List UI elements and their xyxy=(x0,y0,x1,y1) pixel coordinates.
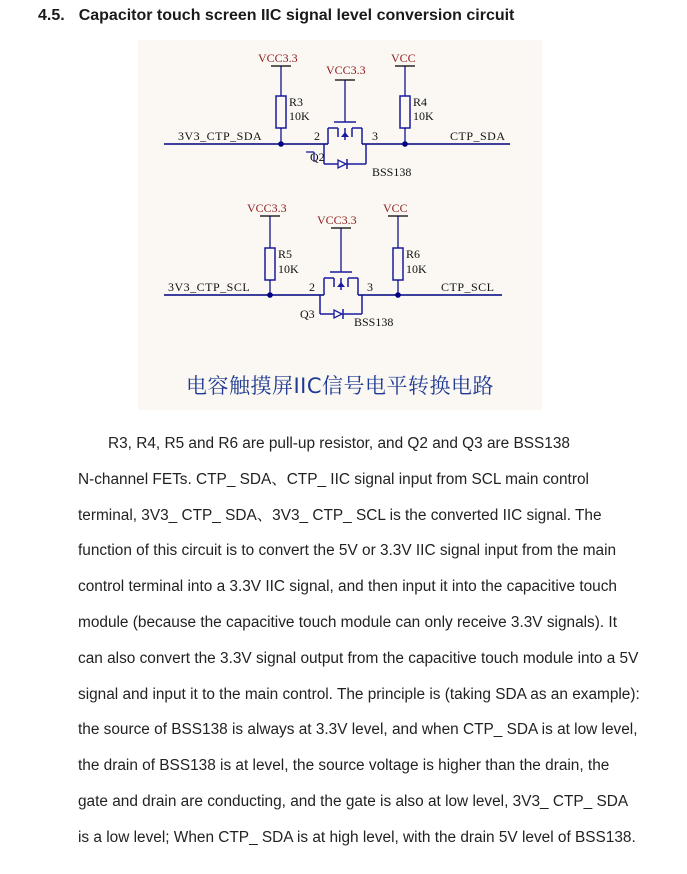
circuit-scl xyxy=(164,201,502,329)
junction-r5 xyxy=(267,292,273,298)
body-paragraph xyxy=(78,426,668,856)
r3-ref: R3 xyxy=(289,95,304,109)
q3-part: BSS138 xyxy=(354,315,394,329)
paragraph-line: N-channel FETs. CTP_ SDA、CTP_ IIC signal input from SCL main control xyxy=(78,470,589,488)
section-number: 4.5. xyxy=(38,7,65,24)
r6-value: 10K xyxy=(406,262,427,276)
junction-r3 xyxy=(278,141,284,147)
r4-value: 10K xyxy=(413,109,434,123)
paragraph-line: R3, R4, R5 and R6 are pull-up resistor, and Q2 and Q3 are BSS138 xyxy=(108,435,570,452)
mosfet-q3 xyxy=(320,272,362,319)
paragraph-line: terminal, 3V3_ CTP_ SDA、3V3_ CTP_ SCL is the converted IIC signal. The xyxy=(78,506,602,524)
resistor-r4 xyxy=(400,96,410,128)
power-label-gate-q2: VCC3.3 xyxy=(326,63,366,77)
q2-part: BSS138 xyxy=(372,165,412,179)
schematic-figure xyxy=(138,40,542,410)
q2-pin-drain: 3 xyxy=(372,129,378,143)
level-shifter-schematic xyxy=(138,40,542,370)
r4-ref: R4 xyxy=(413,95,428,109)
paragraph-line: can also convert the 3.3V signal output from the capacitive touch module into a 5V xyxy=(78,649,639,667)
paragraph-line: gate and drain are conducting, and the gate is also at low level, 3V3_ CTP_ SDA xyxy=(78,792,629,810)
junction-r6 xyxy=(395,292,401,298)
q2-pin-source: 2 xyxy=(314,129,320,143)
resistor-r6 xyxy=(393,248,403,280)
power-label-gate-q3: VCC3.3 xyxy=(317,213,357,227)
paragraph-line: function of this circuit is to convert the 5V or 3.3V IIC signal input from the main xyxy=(78,542,617,560)
q3-ref: Q3 xyxy=(300,307,315,321)
r5-value: 10K xyxy=(278,262,299,276)
paragraph-line: the source of BSS138 is always at 3.3V level, and when CTP_ SDA is at low level, xyxy=(78,721,638,739)
paragraph-line: module (because the capacitive touch module can only receive 3.3V signals). It xyxy=(78,613,617,631)
net-label-ctp-scl: CTP_SCL xyxy=(441,280,495,294)
figure-caption: 电容触摸屏IIC信号电平转换电路 xyxy=(185,374,495,398)
q2-ref: Q2 xyxy=(310,150,325,164)
r3-value: 10K xyxy=(289,109,310,123)
circuit-sda xyxy=(164,51,510,179)
r6-ref: R6 xyxy=(406,247,421,261)
power-label-r5: VCC3.3 xyxy=(247,201,287,215)
r5-ref: R5 xyxy=(278,247,293,261)
section-title: Capacitor touch screen IIC signal level conversion circuit xyxy=(78,7,515,24)
net-label-3v3-ctp-scl: 3V3_CTP_SCL xyxy=(168,280,251,294)
q3-pin-source: 2 xyxy=(309,280,315,294)
section-heading xyxy=(38,7,514,25)
power-label-r3: VCC3.3 xyxy=(258,51,298,65)
paragraph-line: is a low level; When CTP_ SDA is at high level, with the drain 5V level of BSS138. xyxy=(78,828,636,846)
power-label-r4: VCC xyxy=(391,51,416,65)
q3-pin-drain: 3 xyxy=(367,280,373,294)
net-label-ctp-sda: CTP_SDA xyxy=(450,129,506,143)
resistor-r5 xyxy=(265,248,275,280)
junction-r4 xyxy=(402,141,408,147)
resistor-r3 xyxy=(276,96,286,128)
net-label-3v3-ctp-sda: 3V3_CTP_SDA xyxy=(178,129,263,143)
power-label-r6: VCC xyxy=(383,201,408,215)
paragraph-line: the drain of BSS138 is at level, the source voltage is higher than the drain, the xyxy=(78,757,610,775)
paragraph-line: control terminal into a 3.3V IIC signal, and then input it into the capacitive touch xyxy=(78,578,617,596)
paragraph-line: signal and input it to the main control. The principle is (taking SDA as an example): xyxy=(78,685,640,703)
